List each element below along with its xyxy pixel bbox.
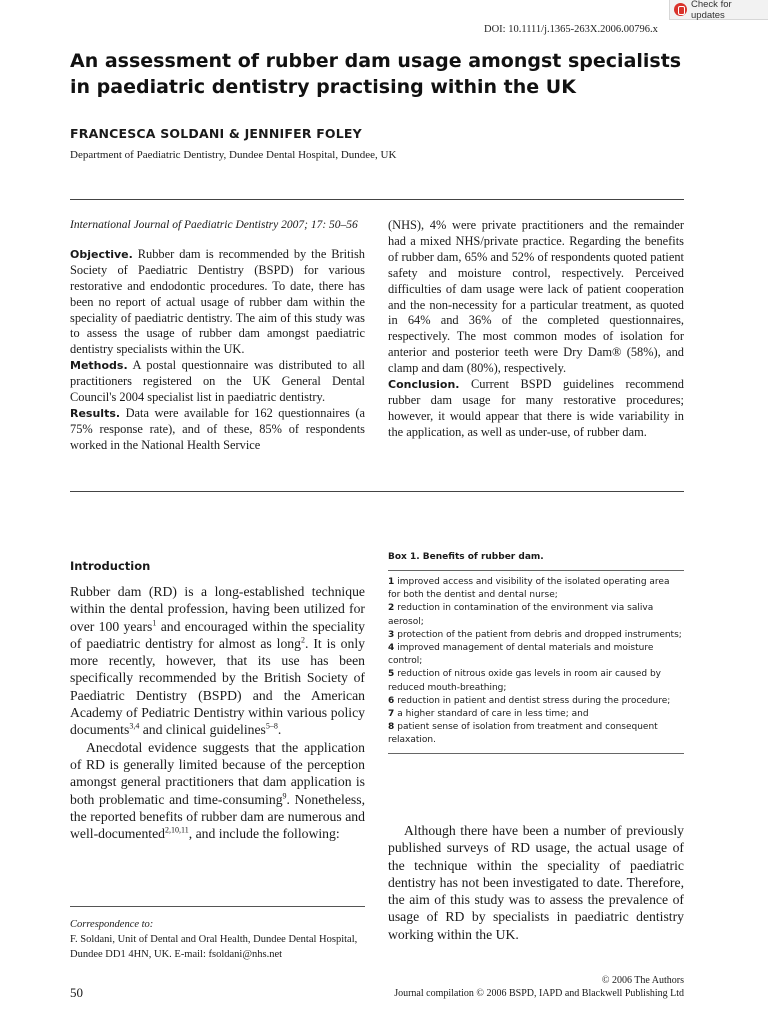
benefit-item [388, 668, 684, 694]
introduction-body [70, 583, 365, 842]
benefit-number: 4 [388, 643, 395, 654]
conclusion-text: Current BSPD guidelines recommend rubber dam usage for many restorative procedures; however, it would appear that there is wide variability in the application, as well as under-use, of rubber dam. [388, 377, 684, 439]
box-bottom-rule [388, 753, 684, 754]
conclusion-label: Conclusion. [388, 378, 460, 392]
benefit-text: reduction of nitrous oxide gas levels in room air caused by reduced mouth-breathing; [388, 669, 661, 693]
page-number: 50 [70, 985, 83, 1000]
correspondence-address: F. Soldani, Unit of Dental and Oral Health, Dundee Dental Hospital, Dundee DD1 4HN, UK. E-mail: fsoldani@nhs.net [70, 934, 358, 960]
copyright-line-1: © 2006 The Authors [601, 975, 684, 986]
abstract-divider [70, 491, 684, 492]
copyright-notice [360, 974, 684, 1000]
abstract-methods [70, 358, 365, 406]
benefit-item [388, 721, 684, 747]
citation-ref: 3,4 [129, 721, 140, 731]
box-title: Box 1. Benefits of rubber dam. [388, 552, 544, 562]
abstract-results-continued: (NHS), 4% were private practitioners and the remainder had a mixed NHS/private practice. Regarding the benefits of rubber dam, 65% and 52% of respondents quoted patient safety and moisture control, respectively. Perceived difficulties of dam usage were lack of patient cooperation and the non-necessity for a particular treatment, as quoted in 64% and 36% of the completed questionnaires, respectively. The most common modes of isolation for anterior and posterior teeth were Dry Dam® (58%), and clamp and dam (80%), respectively. [388, 218, 684, 376]
citation-ref: 1 [152, 618, 157, 628]
results-label: Results. [70, 406, 121, 420]
methods-label: Methods. [70, 359, 128, 373]
abstract-right-column [388, 218, 684, 441]
intro-paragraph-3: Although there have been a number of previously published surveys of RD usage, the actual usage of the technique within the speciality of paediatric dentistry has not been investigated to date. Therefore, the aim of this study was to assess the prevalence of usage of RD by specialists in paediatric dentistry working within the UK. [388, 823, 684, 942]
benefit-number: 7 [388, 709, 395, 720]
box-top-rule [388, 570, 684, 571]
benefits-list [388, 576, 684, 748]
copyright-line-2: Journal compilation © 2006 BSPD, IAPD and Blackwell Publishing Ltd [394, 988, 684, 999]
abstract-results [70, 406, 365, 454]
abstract-conclusion [388, 377, 684, 441]
benefit-text: improved access and visibility of the isolated operating area for both the dentist and dental nurse; [388, 577, 670, 601]
top-divider [70, 199, 684, 200]
author-list: FRANCESCA SOLDANI & JENNIFER FOLEY [70, 126, 362, 141]
correspondence-block [70, 917, 365, 962]
abstract-objective [70, 247, 365, 358]
citation-ref: 9 [282, 791, 287, 800]
benefit-number: 3 [388, 629, 395, 640]
objective-text: Rubber dam is recommended by the British Society of Paediatric Dentistry (BSPD) for various restorative and endodontic procedures. To date, there has been no report of actual usage of rubber dam within the speciality of paediatric dentistry. The aim of this study was to assess the usage of rubber dam amongst paediatric dentistry specialists within the UK. [70, 246, 365, 357]
benefit-number: 8 [388, 722, 395, 733]
citation-ref: 2 [300, 635, 305, 645]
citation-ref: 2,10,11 [165, 825, 189, 835]
intro-paragraph-1: Rubber dam (RD) is a long-established technique within the dental profession, having been utilized for over 100 years$^1$ and encouraged within the speciality of paediatric dentistry for almost as long$^2$. It is only more recently, however, that its use has been specifically recommended by the British Society of Paediatric Dentistry (BSPD) and the American Academy of Pediatric Dentistry within various policy documents$^{3,4}$ and clinical guidelines$^{5-8}$. [70, 584, 366, 738]
affiliation: Department of Paediatric Dentistry, Dundee Dental Hospital, Dundee, UK [70, 149, 397, 161]
benefit-number: 1 [388, 577, 395, 587]
check-for-updates-button[interactable] [669, 0, 768, 20]
benefit-number: 2 [388, 603, 395, 614]
benefit-item [388, 708, 684, 721]
intro-paragraph-2: Anecdotal evidence suggests that the application of RD is generally limited because of the perception amongst general practitioners that dam application is both problematic and time-consuming$^9$. Nonetheless, the reported benefits of rubber dam are numerous and well-documented$^{2,10,11}$, and include the following: [70, 739, 365, 842]
abstract-left-column [70, 218, 365, 454]
correspondence-rule [70, 906, 365, 907]
benefit-text: patient sense of isolation from treatment and consequent relaxation. [388, 722, 658, 746]
objective-label: Objective. [70, 247, 133, 261]
benefit-item [388, 602, 684, 628]
correspondence-heading: Correspondence to: [70, 919, 154, 930]
crossmark-icon [674, 3, 687, 16]
article-title: An assessment of rubber dam usage amongst specialists in paediatric dentistry practising within the UK [70, 50, 682, 98]
benefit-number: 5 [388, 669, 395, 680]
benefit-item [388, 642, 684, 668]
benefit-text: a higher standard of care in less time; and [397, 709, 589, 720]
benefit-item [388, 695, 684, 708]
benefit-item [388, 576, 684, 602]
doi-line: DOI: 10.1111/j.1365-263X.2006.00796.x [484, 24, 658, 35]
results-text: Data were available for 162 questionnaires (a 75% response rate), and of these, 85% of respondents worked in the National Health Service [70, 405, 365, 452]
methods-text: A postal questionnaire was distributed to all practitioners registered on the UK General Dental Council's 2004 specialist list in paediatric dentistry. [70, 358, 365, 405]
journal-citation: International Journal of Paediatric Dentistry 2007; 17: 50–56 [70, 219, 358, 231]
introduction-heading: Introduction [70, 559, 151, 573]
citation-ref: 5–8 [265, 721, 278, 731]
benefit-text: reduction in contamination of the environment via saliva aerosol; [388, 603, 654, 627]
check-for-updates-label: Check for updates [691, 0, 732, 21]
benefit-item [388, 629, 684, 642]
benefit-text: reduction in patient and dentist stress during the procedure; [397, 695, 671, 706]
benefit-text: improved management of dental materials and moisture control; [388, 643, 654, 667]
benefit-number: 6 [388, 695, 395, 706]
benefit-text: protection of the patient from debris and dropped instruments; [397, 629, 682, 640]
